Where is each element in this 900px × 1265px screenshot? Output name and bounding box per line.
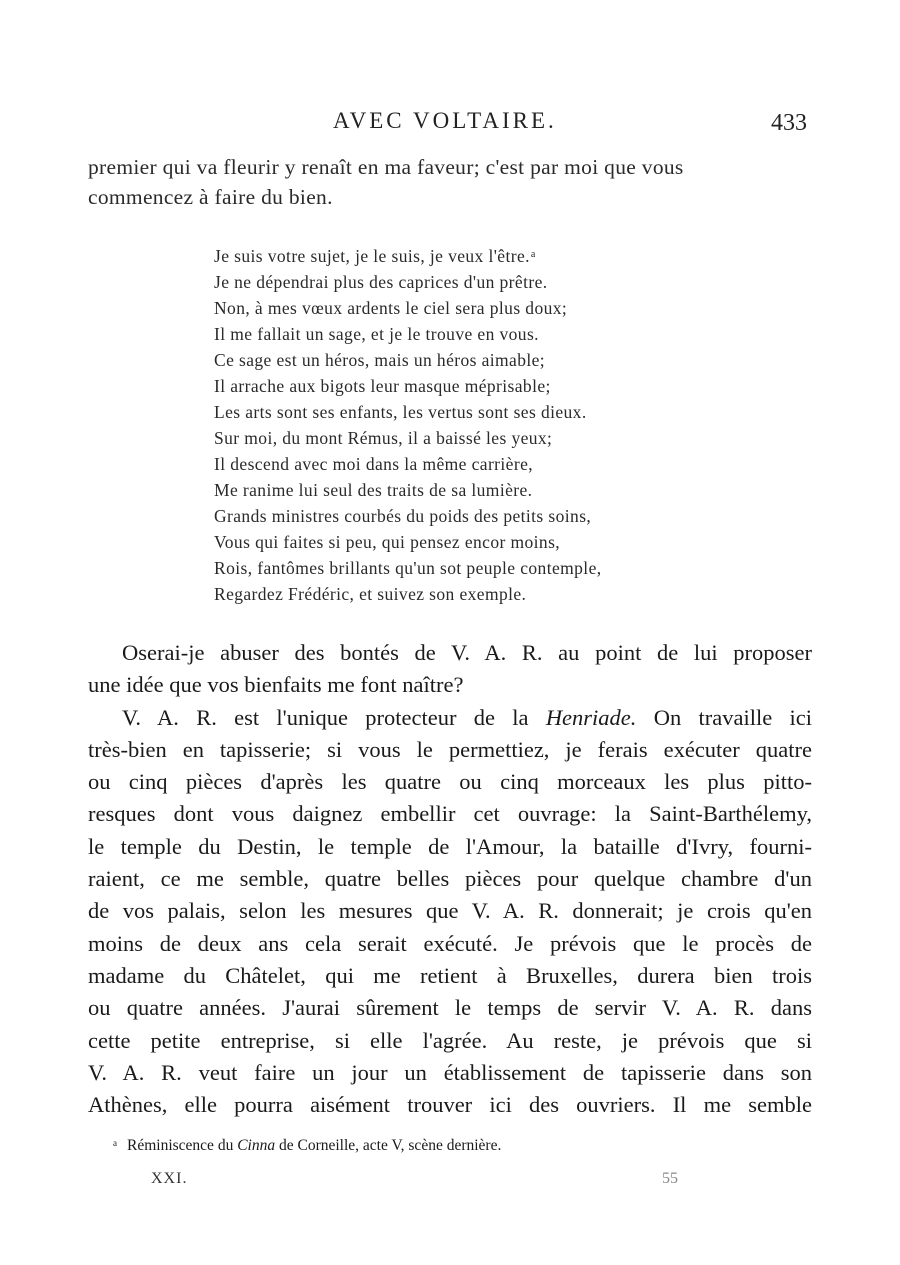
paragraph-line: V. A. R. veut faire un jour un établissement de tapisserie dans son (88, 1059, 812, 1085)
intro-line: premier qui va fleurir y renaît en ma faveur; c'est par moi que vous (88, 155, 684, 179)
verse-line: Grands ministres courbés du poids des petits soins, (214, 506, 592, 526)
paragraph-line: le temple du Destin, le temple de l'Amour, la bataille d'Ivry, fourni- (88, 833, 812, 859)
paragraph-line: moins de deux ans cela serait exécuté. Je prévois que le procès de (88, 930, 812, 956)
verse-block (214, 242, 734, 607)
paragraph-line: très-bien en tapisserie; si vous le permettiez, je ferais exécuter quatre (88, 736, 812, 762)
verse-line: Il descend avec moi dans la même carrière, (214, 454, 534, 474)
running-title: AVEC VOLTAIRE. (333, 108, 557, 133)
paragraph-line: raient, ce me semble, quatre belles pièces pour quelque chambre d'un (88, 866, 812, 892)
paragraph-line (88, 702, 812, 734)
verse-line: Regardez Frédéric, et suivez son exemple. (214, 584, 527, 604)
verse-line: Vous qui faites si peu, qui pensez encor moins, (214, 532, 561, 552)
paragraph-text: V. A. R. est l'unique protecteur de la (122, 704, 546, 730)
verse-line (214, 242, 734, 269)
paragraph-line: une idée que vos bienfaits me font naître? (88, 672, 464, 698)
paragraph-line: cette petite entreprise, si elle l'agrée. Au reste, je prévois que si (88, 1027, 812, 1053)
verse-line: Les arts sont ses enfants, les vertus sont ses dieux. (214, 402, 587, 422)
verse-line: Il arrache aux bigots leur masque méprisable; (214, 376, 551, 396)
paragraph-line: resques dont vous daignez embellir cet ouvrage: la Saint-Barthélemy, (88, 801, 812, 827)
footnote-text: Réminiscence du (127, 1137, 238, 1154)
footnote (113, 1137, 501, 1155)
sheet-number: 55 (662, 1170, 678, 1187)
verse-line-text: Je suis votre sujet, je le suis, je veux l'être. (214, 246, 530, 266)
footnote-marker: a (113, 1138, 117, 1148)
paragraph-line: Athènes, elle pourra aisément trouver ici des ouvriers. Il me semble (88, 1092, 812, 1118)
verse-line: Me ranime lui seul des traits de sa lumière. (214, 480, 533, 500)
verse-line: Sur moi, du mont Rémus, il a baissé les yeux; (214, 428, 553, 448)
verse-line: Non, à mes vœux ardents le ciel sera plus doux; (214, 298, 568, 318)
footnote-reference: a (530, 249, 536, 260)
intro-line: commencez à faire du bien. (88, 185, 333, 209)
intro-paragraph (88, 152, 812, 212)
page-number: 433 (771, 110, 807, 136)
verse-line: Je ne dépendrai plus des caprices d'un prêtre. (214, 272, 548, 292)
verse-line: Il me fallait un sage, et je le trouve en vous. (214, 324, 539, 344)
paragraph-line: de vos palais, selon les mesures que V. A. R. donnerait; je crois qu'en (88, 898, 812, 924)
footnote-text: de Corneille, acte V, scène dernière. (275, 1137, 502, 1154)
paragraph-line: Oserai-je abuser des bontés de V. A. R. au point de lui proposer (122, 640, 812, 665)
paragraph-text: On travaille ici (636, 704, 812, 730)
verse-line: Rois, fantômes brillants qu'un sot peuple contemple, (214, 558, 602, 578)
paragraph-line: ou cinq pièces d'après les quatre ou cinq morceaux les plus pitto- (88, 769, 812, 795)
footnote-work-title: Cinna (237, 1137, 276, 1154)
work-title: Henriade. (545, 704, 637, 730)
verse-line: Ce sage est un héros, mais un héros aimable; (214, 350, 546, 370)
signature-mark: XXI. (151, 1170, 188, 1187)
paragraph-line: ou quatre années. J'aurai sûrement le temps de servir V. A. R. dans (88, 995, 812, 1021)
body-text (88, 637, 812, 1121)
paragraph-line: madame du Châtelet, qui me retient à Bruxelles, durera bien trois (88, 962, 812, 988)
running-head (0, 108, 900, 138)
